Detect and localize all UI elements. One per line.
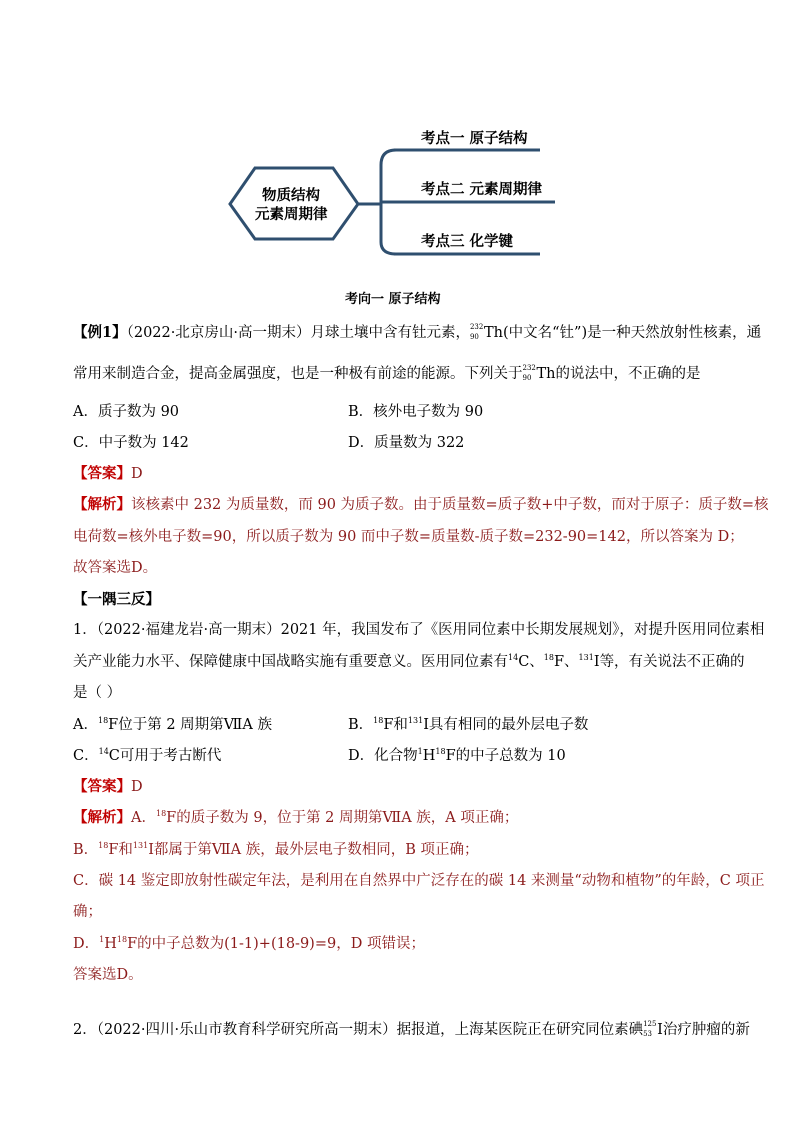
q1-analysis-b: B．$^{18}$F和$^{131}$I都属于第ⅦA 族，最外层电子数相同，B 项正确； [73,841,479,858]
option-b: B．核外电子数为 90 [348,404,484,420]
mindmap-center-line1: 物质结构 [262,188,320,204]
option-d: D．质量数为 322 [348,435,465,451]
analysis-line1: 【解析】该核素中 232 为质量数，而 90 为质子数。由于质量数=质子数+中子数，而对于原子：质子数=核 [73,496,769,513]
option-c: C．中子数为 142 [73,435,189,451]
q1-analysis-c2: 确； [73,904,102,920]
nuclide-notation: 232 90 [522,364,536,382]
q1-analysis-a: 【解析】A．$^{18}$F的质子数为 9，位于第 2 周期第ⅦA 族，A 项正确； [73,809,519,826]
element-symbol: Th [536,366,556,382]
answer-value: D [131,466,143,482]
option-a: A．质子数为 90 [73,404,180,420]
q1-line2: 关产业能力水平、保障健康中国战略实施有重要意义。医用同位素有$^{14}$C、$^{18}$F、$^{131}$I等，有关说法不正确的 [73,653,745,670]
example-text: (中文名“钍”)是一种天然放射性核素，通 [502,325,762,341]
example1-line1 [73,323,761,343]
q1-option-a: A．$^{18}$F位于第 2 周期第ⅦA 族 [73,716,272,733]
mindmap-branch-1: 考点一 原子结构 [421,131,528,147]
section-title: 考向一 原子结构 [345,292,441,307]
example1-line2 [73,364,701,384]
mindmap-branch-3: 考点三 化学键 [421,234,514,250]
answer-label: 【答案】 [73,778,131,795]
example-text: （2022·北京房山·高一期末）月球土壤中含有钍元素， [126,325,470,341]
q1-line3: 是（ ） [73,685,122,701]
q1-option-d: D．化合物$^1H^{18}F$的中子总数为 10 [348,747,566,764]
mindmap-diagram [0,0,794,280]
q1-answer-line [73,777,143,797]
example-label: 【例1】 [73,324,127,341]
q1-conclusion: 答案选D。 [73,967,143,983]
q1-option-b: B．$^{18}$F和$^{131}$I具有相同的最外层电子数 [348,716,589,733]
nuclide-notation: 232 90 [469,323,484,341]
q1-option-c: C．$^{14}$C可用于考古断代 [73,747,222,764]
practice-title: 【一隅三反】 [73,591,160,608]
answer-value: D [131,779,143,795]
q2-line1: 2．（2022·四川·乐山市教育科学研究所高一期末）据报道，上海某医院正在研究同位素碘 125 53 I治疗肿瘤的新 [73,1020,750,1038]
example-text: 常用来制造合金，提高金属强度，也是一种极有前途的能源。下列关于 [73,366,523,382]
nuclide-notation: 125 53 [643,1020,657,1038]
answer-line [73,464,143,484]
q1-analysis-c1: C．碳 14 鉴定即放射性碳定年法，是利用在自然界中广泛存在的碳 14 来测量“动物和植物”的年龄，C 项正 [73,873,765,889]
analysis-line3: 故答案选D。 [73,560,158,576]
analysis-label: 【解析】 [73,496,131,513]
mindmap-branch-2: 考点二 元素周期律 [421,182,543,198]
analysis-line2: 电荷数=核外电子数=90，所以质子数为 90 而中子数=质量数-质子数=232-90=142，所以答案为 D； [73,529,744,545]
q1-analysis-d: D．$^1H^{18}F$的中子总数为(1-1)+(18-9)=9，D 项错误； [73,935,425,952]
answer-label: 【答案】 [73,465,131,482]
mindmap-center-line2: 元素周期律 [255,207,328,223]
element-symbol: Th [483,325,503,341]
q1-line1: 1．（2022·福建龙岩·高一期末）2021 年，我国发布了《医用同位素中长期发展规划》，对提升医用同位素相 [73,622,765,638]
example-text: 的说法中，不正确的是 [555,366,701,382]
analysis-label: 【解析】 [73,809,131,826]
